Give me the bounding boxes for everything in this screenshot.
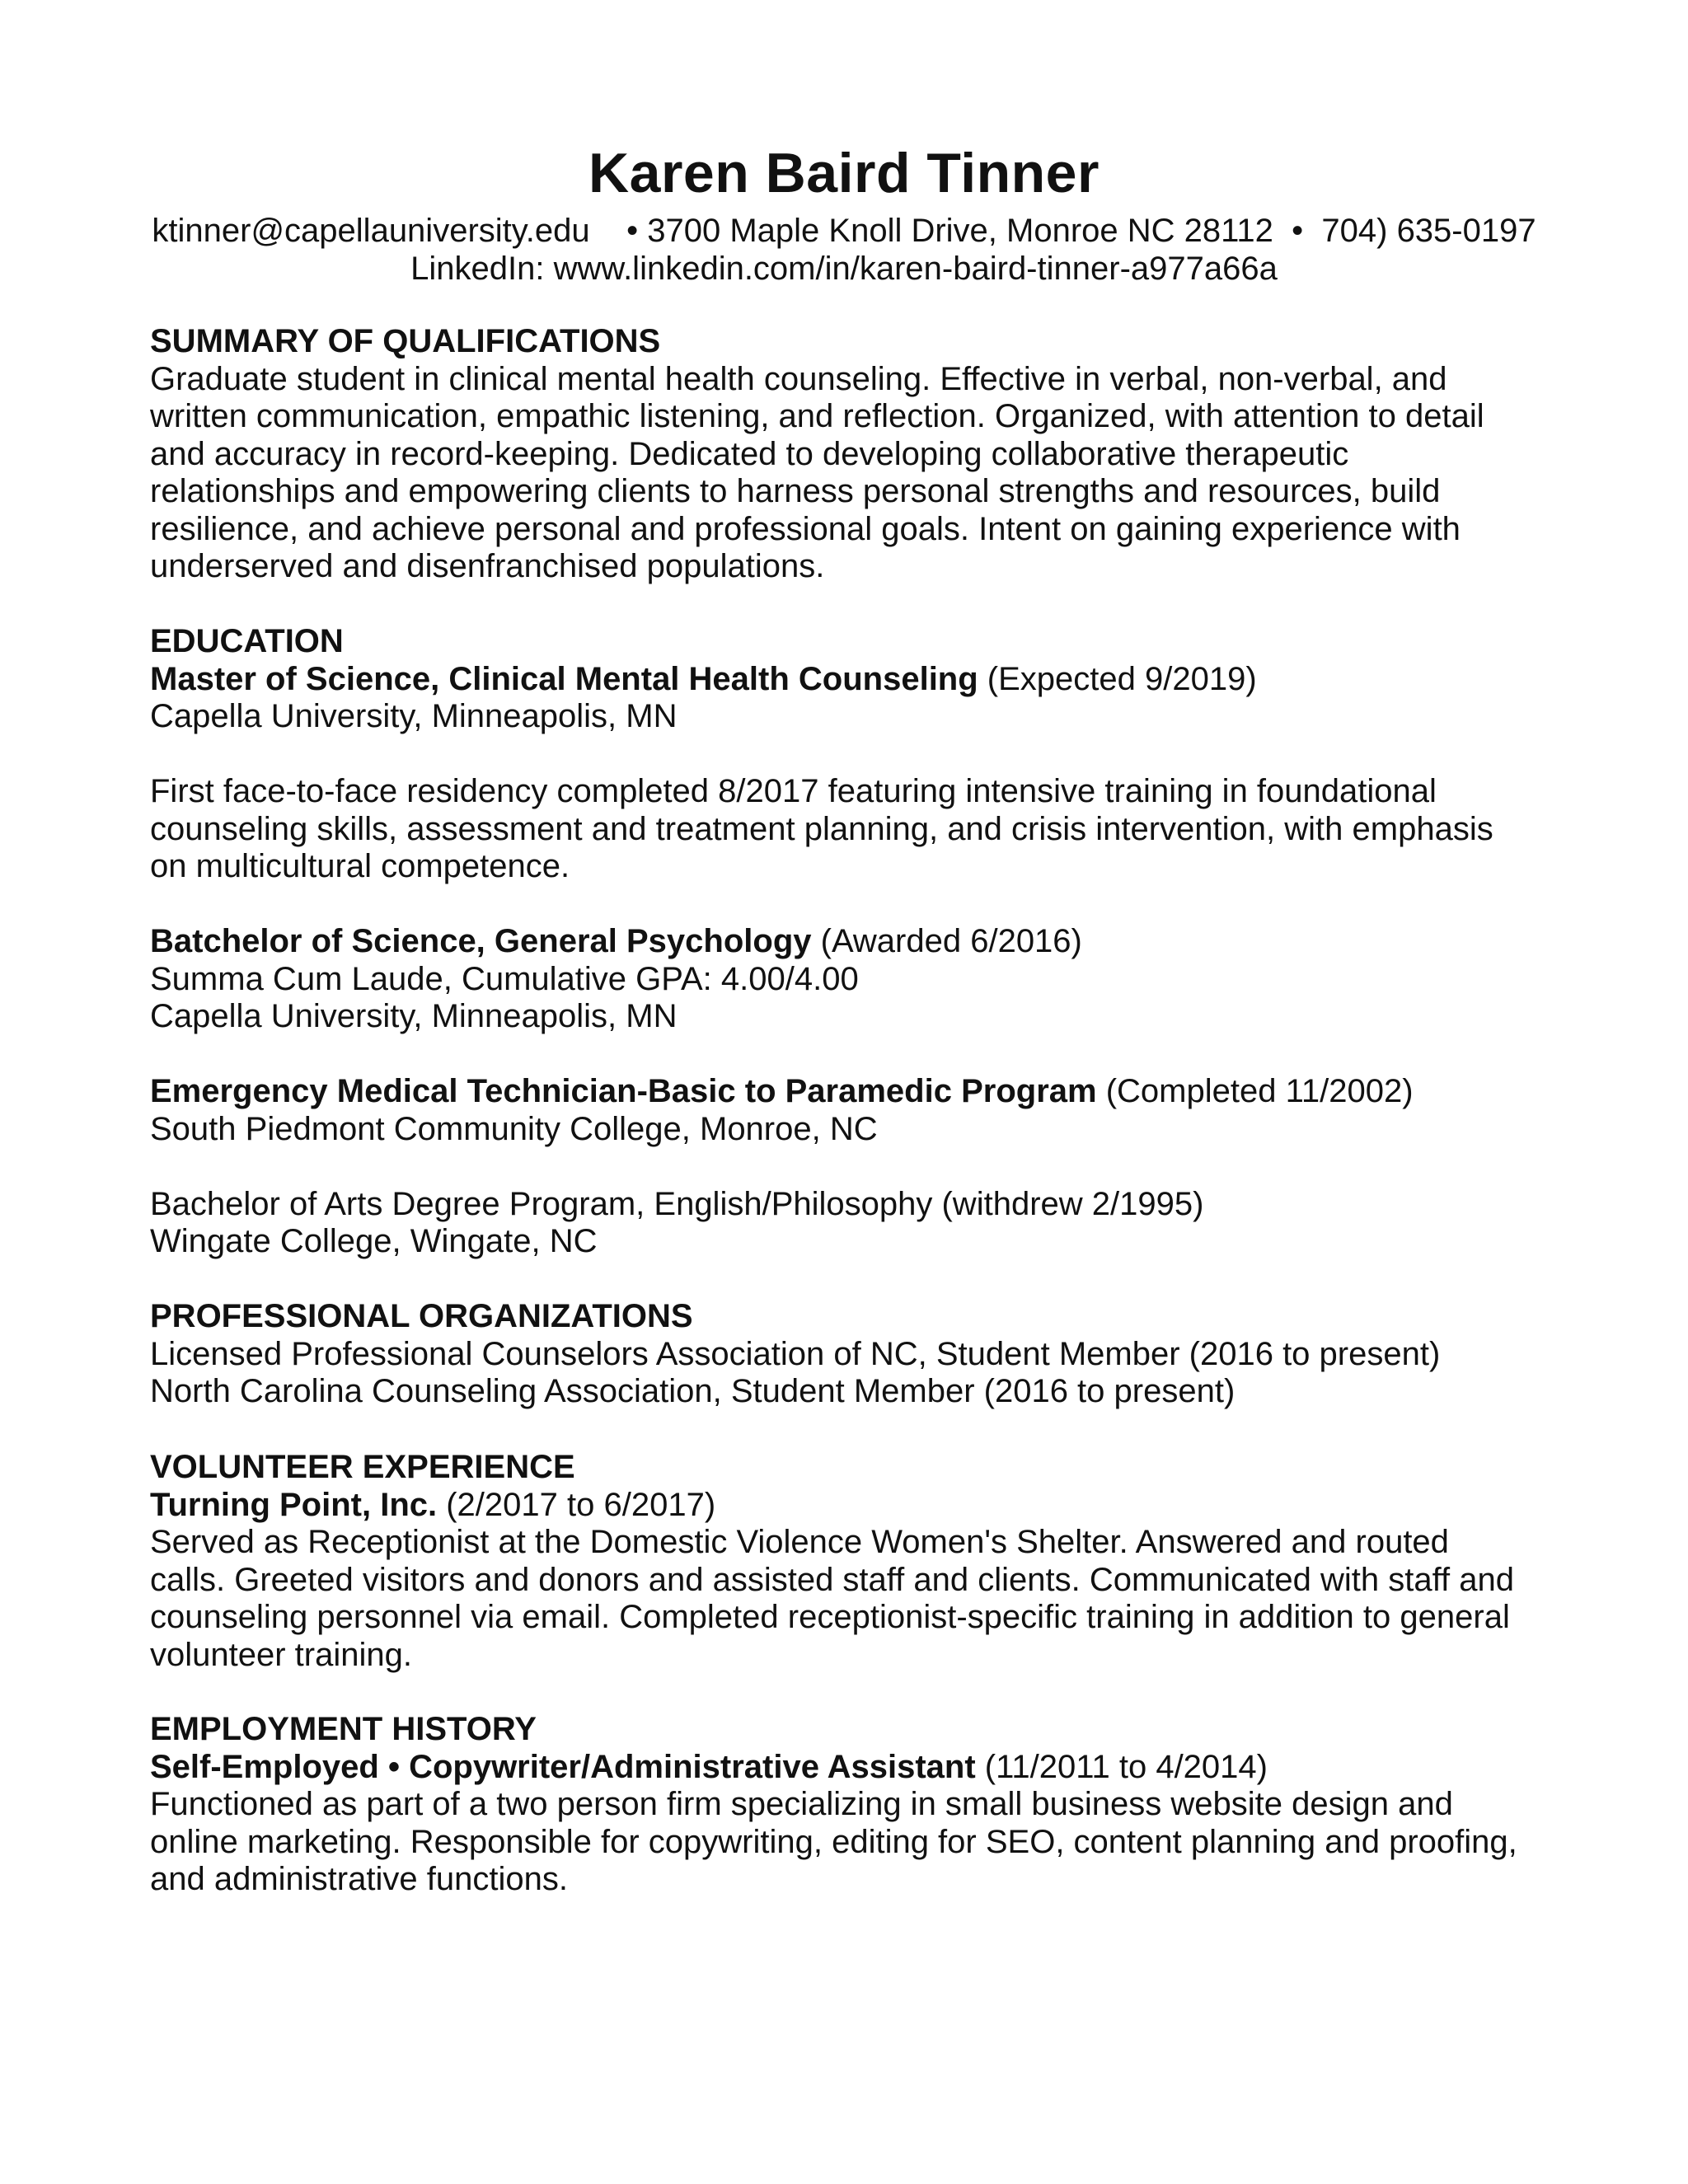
degree-description: First face-to-face residency completed 8/2017 featuring intensive training in foundational <box>150 773 1437 809</box>
school-text: Wingate College, Wingate, NC <box>150 1223 598 1259</box>
volunteer-line: counseling personnel via email. Completed receptionist-specific training in addition to general <box>150 1599 1510 1635</box>
bullet-separator: • <box>626 213 639 249</box>
volunteer-line: volunteer training. <box>150 1636 412 1673</box>
summary-line: written communication, empathic listening, and reflection. Organized, with attention to detail <box>150 398 1484 434</box>
degree-status: (Completed 11/2002) <box>1105 1073 1414 1109</box>
summary-line: Graduate student in clinical mental health counseling. Effective in verbal, non-verbal, and <box>150 360 1447 397</box>
school-text: Capella University, Minneapolis, MN <box>150 698 678 734</box>
linkedin-label: LinkedIn: <box>410 251 545 287</box>
volunteer-section <box>150 1449 1568 1674</box>
candidate-name: Karen Baird Tinner <box>588 142 1100 204</box>
honors-text: Summa Cum Laude, Cumulative GPA: 4.00/4.00 <box>150 960 859 997</box>
degree-title: Bachelor of Arts Degree Program, English/Philosophy (withdrew 2/1995) <box>150 1185 1204 1222</box>
organizations-section <box>150 1298 1568 1411</box>
employment-section <box>150 1711 1568 1899</box>
summary-line: underserved and disenfranchised populations. <box>150 548 825 584</box>
employment-line: Functioned as part of a two person firm specializing in small business website design and <box>150 1786 1453 1822</box>
linkedin-url: www.linkedin.com/in/karen-baird-tinner-a977a66a <box>553 251 1278 287</box>
section-heading: EMPLOYMENT HISTORY <box>150 1711 537 1747</box>
summary-line: resilience, and achieve personal and professional goals. Intent on gaining experience with <box>150 510 1461 547</box>
summary-section <box>150 323 1568 586</box>
section-heading: PROFESSIONAL ORGANIZATIONS <box>150 1298 693 1334</box>
degree-title: Master of Science, Clinical Mental Health Counseling <box>150 660 978 697</box>
degree-description: on multicultural competence. <box>150 848 570 884</box>
section-heading: VOLUNTEER EXPERIENCE <box>150 1449 575 1485</box>
summary-line: relationships and empowering clients to harness personal strengths and resources, build <box>150 473 1441 509</box>
degree-description: counseling skills, assessment and treatment planning, and crisis intervention, with emphasis <box>150 810 1493 847</box>
job-entry <box>150 1749 1568 1787</box>
organization-item: Licensed Professional Counselors Association of NC, Student Member (2016 to present) <box>150 1335 1441 1372</box>
degree-title: Batchelor of Science, General Psychology <box>150 923 812 959</box>
degree-entry <box>150 661 1568 699</box>
section-heading: EDUCATION <box>150 623 344 659</box>
date-range: (2/2017 to 6/2017) <box>446 1486 716 1523</box>
summary-line: and accuracy in record-keeping. Dedicated to developing collaborative therapeutic <box>150 435 1349 472</box>
school-text: Capella University, Minneapolis, MN <box>150 998 678 1034</box>
address-text: 3700 Maple Knoll Drive, Monroe NC 28112 <box>647 213 1273 249</box>
volunteer-line: Served as Receptionist at the Domestic Violence Women's Shelter. Answered and routed <box>150 1524 1449 1560</box>
volunteer-line: calls. Greeted visitors and donors and assisted staff and clients. Communicated with staff and <box>150 1561 1514 1598</box>
section-heading: SUMMARY OF QUALIFICATIONS <box>150 323 661 359</box>
degree-entry <box>150 1073 1568 1111</box>
date-range: (11/2011 to 4/2014) <box>984 1748 1268 1785</box>
education-section <box>150 623 1568 1261</box>
bullet-separator: • <box>1292 213 1304 249</box>
degree-title: Emergency Medical Technician-Basic to Paramedic Program <box>150 1073 1097 1109</box>
organization-name: Turning Point, Inc. <box>150 1486 438 1523</box>
employment-line: and administrative functions. <box>150 1861 568 1897</box>
degree-status: (Awarded 6/2016) <box>820 923 1082 959</box>
employment-line: online marketing. Responsible for copywriting, editing for SEO, content planning and proofing, <box>150 1823 1517 1860</box>
degree-status: (Expected 9/2019) <box>987 660 1257 697</box>
degree-entry <box>150 923 1568 961</box>
contact-line <box>0 211 1688 251</box>
phone-text: 704) 635-0197 <box>1321 213 1536 249</box>
email-text: ktinner@capellauniversity.edu <box>152 213 590 249</box>
job-title: Self-Employed • Copywriter/Administrative Assistant <box>150 1748 976 1785</box>
school-text: South Piedmont Community College, Monroe, NC <box>150 1110 878 1147</box>
organization-item: North Carolina Counseling Association, Student Member (2016 to present) <box>150 1373 1236 1409</box>
linkedin-line <box>0 249 1688 288</box>
volunteer-entry <box>150 1487 1568 1525</box>
